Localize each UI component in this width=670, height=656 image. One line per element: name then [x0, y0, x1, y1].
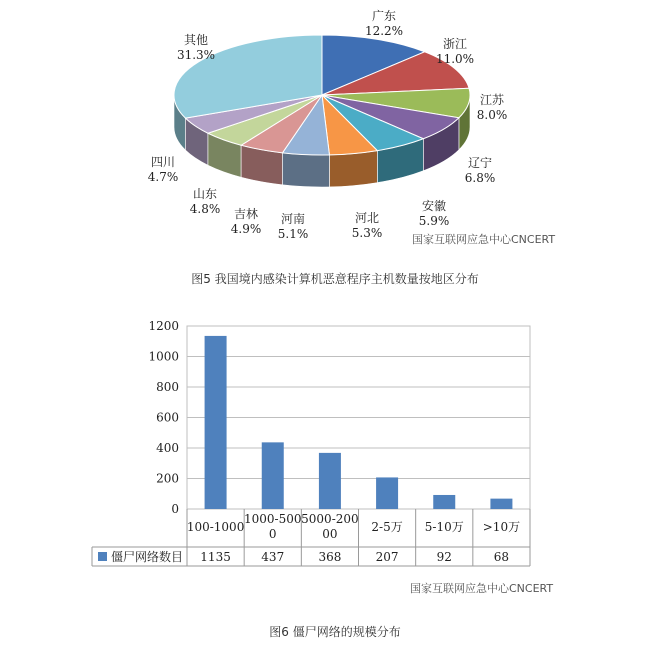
pie-label-河北: 河北: [354, 211, 380, 225]
y-tick-label: 400: [156, 441, 179, 455]
pie-pct-广东: 12.2%: [364, 24, 404, 38]
pie-label-山东: 山东: [192, 187, 218, 201]
y-tick-label: 800: [156, 380, 179, 394]
pie-chart: [174, 35, 470, 187]
watermark-2: 国家互联网应急中心CNCERT: [410, 582, 554, 595]
x-category-label: >10万: [482, 520, 521, 534]
table-value: 437: [261, 550, 285, 564]
pie-pct-四川: 4.7%: [147, 170, 179, 184]
bar-2-5万: [376, 477, 398, 509]
pie-pct-河北: 5.3%: [351, 226, 383, 240]
y-tick-label: 0: [171, 502, 179, 516]
bar-chart: [92, 319, 530, 566]
x-category-label: 2-5万: [371, 520, 403, 534]
y-tick-label: 1200: [148, 319, 179, 333]
bar-1000-5000: [262, 442, 284, 509]
pie-label-吉林: 吉林: [233, 207, 259, 221]
table-value: 92: [436, 550, 452, 564]
bar-100-1000: [205, 336, 227, 509]
pie-label-浙江: 浙江: [442, 37, 468, 51]
x-category-label: 00: [322, 527, 338, 541]
bar-5000-20000: [319, 453, 341, 509]
pie-pct-山东: 4.8%: [189, 202, 221, 216]
x-category-label: 100-1000: [186, 520, 245, 534]
pie-pct-辽宁: 6.8%: [464, 171, 496, 185]
table-value: 368: [318, 550, 342, 564]
table-value: 68: [493, 550, 510, 564]
bar-5-10万: [433, 495, 455, 509]
pie-label-四川: 四川: [150, 155, 176, 169]
pie-label-河南: 河南: [280, 212, 306, 226]
pie-label-安徽: 安徽: [421, 199, 447, 213]
pie-label-其他: 其他: [183, 33, 209, 47]
y-tick-label: 200: [156, 471, 179, 486]
pie-pct-江苏: 8.0%: [476, 108, 508, 122]
watermark-1: 国家互联网应急中心CNCERT: [412, 233, 556, 246]
pie-label-广东: 广东: [371, 9, 397, 23]
y-tick-label: 1000: [148, 349, 179, 364]
bar-chart-title: 图6 僵尸网络的规模分布: [269, 625, 401, 639]
x-category-label: 5-10万: [424, 520, 464, 534]
pie-pct-其他: 31.3%: [176, 48, 216, 62]
pie-side-河南: [282, 153, 329, 187]
pie-pct-浙江: 11.0%: [435, 52, 475, 66]
legend-swatch: [98, 552, 107, 561]
pie-chart-title: 图5 我国境内感染计算机恶意程序主机数量按地区分布: [191, 272, 479, 286]
pie-label-辽宁: 辽宁: [467, 156, 493, 170]
pie-side-河北: [329, 151, 377, 187]
x-category-label: 5000-200: [301, 512, 359, 526]
pie-pct-吉林: 4.9%: [230, 222, 262, 236]
x-category-label: 1000-500: [244, 512, 302, 526]
bar->10万: [490, 499, 512, 509]
pie-pct-河南: 5.1%: [277, 227, 309, 241]
pie-pct-安徽: 5.9%: [418, 214, 450, 228]
table-value: 207: [375, 550, 399, 564]
x-category-label: 0: [268, 527, 277, 541]
y-tick-label: 600: [156, 410, 179, 425]
pie-label-江苏: 江苏: [479, 93, 505, 107]
legend-series-name: 僵尸网络数目: [111, 550, 184, 564]
table-value: 1135: [200, 550, 231, 564]
